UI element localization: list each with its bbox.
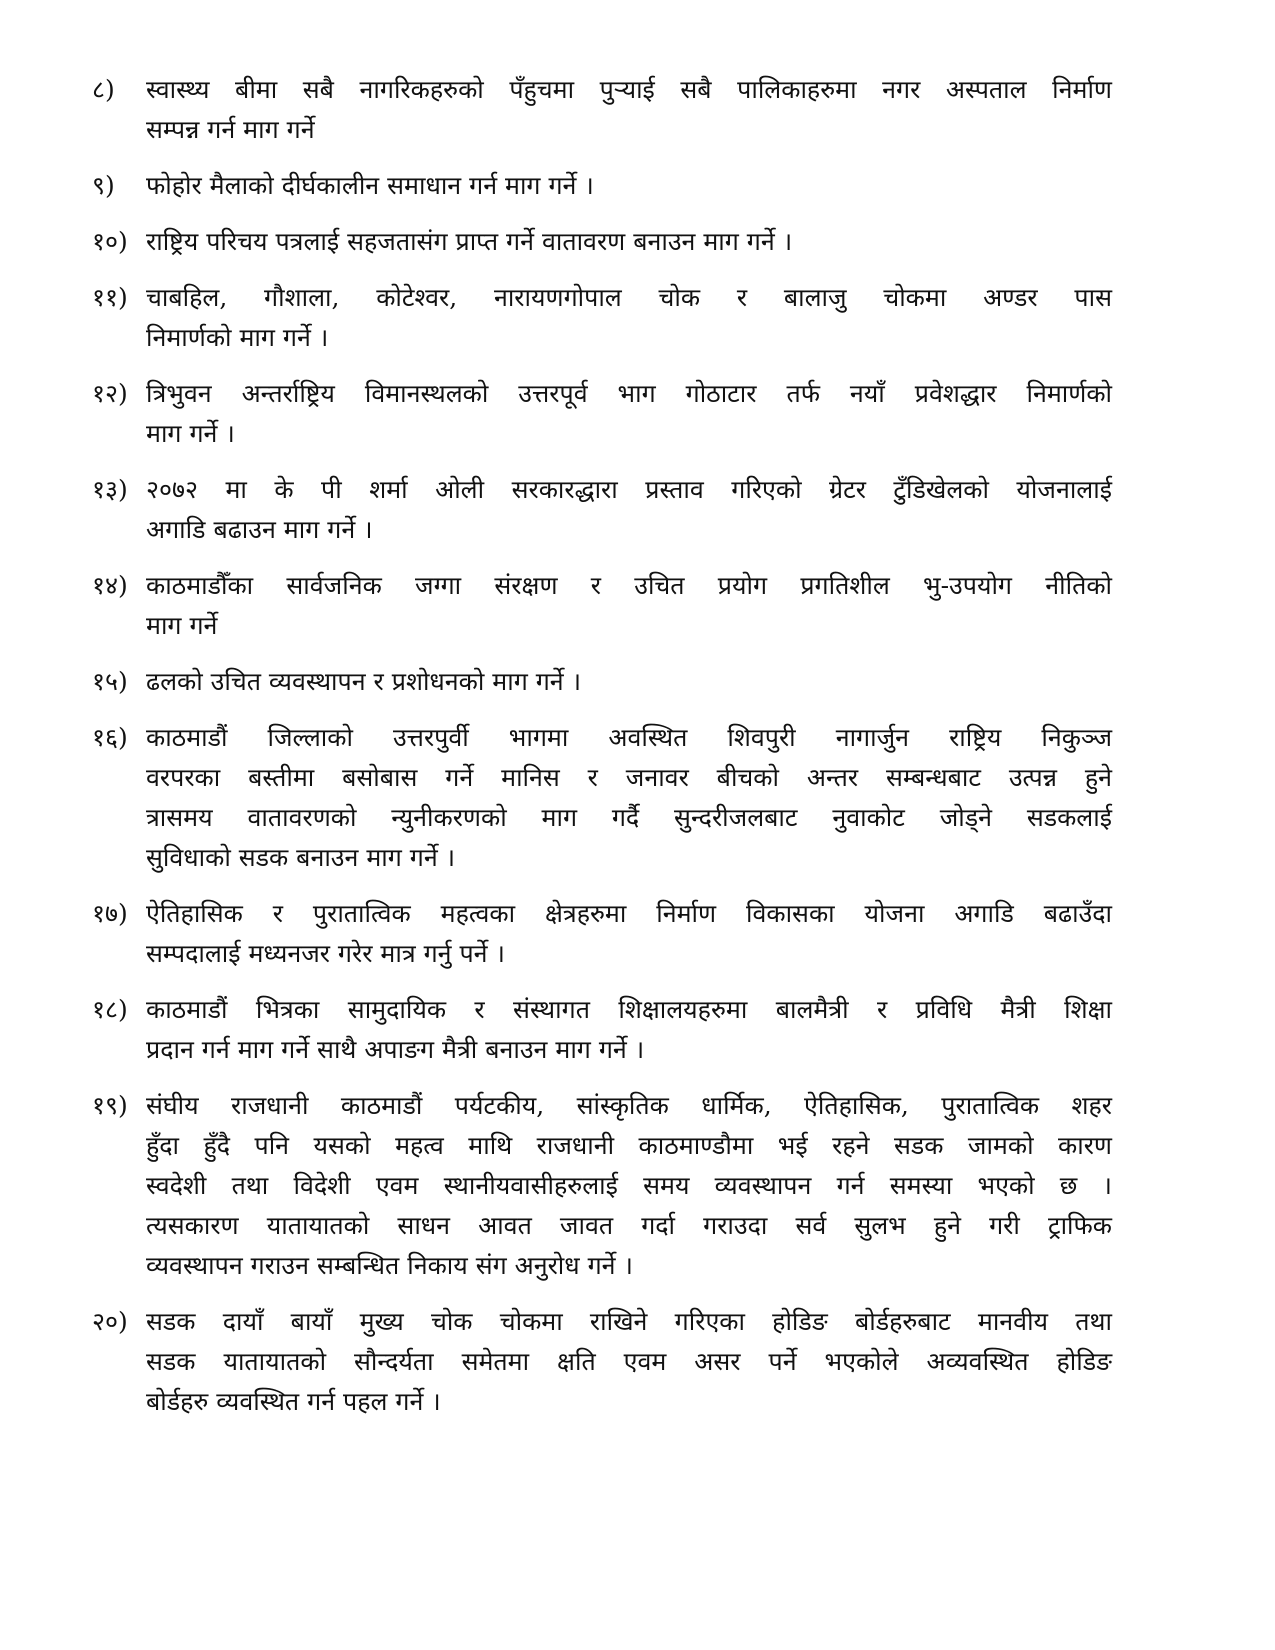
document-page — [92, 70, 1112, 1438]
text-line: २०७२ मा के पी शर्मा ओली सरकारद्धारा प्रस्ताव गरिएको ग्रेटर टुँडिखेलको योजनालाई — [146, 475, 1112, 504]
list-item — [92, 278, 1112, 358]
text-line: सम्पदालाई मध्यनजर गरेर मात्र गर्नु पर्ने । — [146, 939, 505, 968]
list-item — [92, 718, 1112, 878]
item-text — [146, 278, 1112, 358]
item-number: १८) — [92, 995, 128, 1024]
item-number: २०) — [92, 1307, 128, 1336]
text-line: काठमाडौं भित्रका सामुदायिक र संस्थागत शिक्षालयहरुमा बालमैत्री र प्रविधि मैत्री शिक्षा — [146, 995, 1112, 1024]
text-line: निमार्णको माग गर्ने । — [146, 323, 329, 352]
item-number: १७) — [92, 899, 128, 928]
text-line: फोहोर मैलाको दीर्घकालीन समाधान गर्न माग गर्ने । — [146, 171, 594, 200]
list-item — [92, 662, 1112, 702]
text-line: चाबहिल, गौशाला, कोटेश्वर, नारायणगोपाल चोक र बालाजु चोकमा अण्डर पास — [146, 283, 1112, 312]
item-text — [146, 70, 1112, 150]
text-line: माग गर्ने — [146, 611, 218, 640]
item-number: ९) — [92, 171, 115, 200]
text-line: स्वास्थ्य बीमा सबै नागरिकहरुको पँहुचमा पुऱ्याई सबै पालिकाहरुमा नगर अस्पताल निर्माण — [146, 75, 1112, 104]
item-number: १३) — [92, 475, 128, 504]
list-item — [92, 374, 1112, 454]
item-text — [146, 1302, 1112, 1422]
text-line: सडक यातायातको सौन्दर्यता समेतमा क्षति एवम असर पर्ने भएकोले अव्यवस्थित होडिङ — [146, 1347, 1112, 1376]
list-item — [92, 70, 1112, 150]
item-text — [146, 222, 1112, 262]
item-number: ८) — [92, 75, 115, 104]
item-text — [146, 470, 1112, 550]
text-line: ऐतिहासिक र पुरातात्विक महत्वका क्षेत्रहरुमा निर्माण विकासका योजना अगाडि बढाउँदा — [146, 899, 1112, 928]
list-item — [92, 1086, 1112, 1286]
item-text — [146, 718, 1112, 878]
item-number: १९) — [92, 1091, 128, 1120]
text-line: त्यसकारण यातायातको साधन आवत जावत गर्दा गराउदा सर्व सुलभ हुने गरी ट्राफिक — [146, 1211, 1112, 1240]
text-line: प्रदान गर्न माग गर्ने साथै अपाङग मैत्री बनाउन माग गर्ने । — [146, 1035, 645, 1064]
list-item — [92, 470, 1112, 550]
text-line: ढलको उचित व्यवस्थापन र प्रशोधनको माग गर्ने । — [146, 667, 582, 696]
item-text — [146, 894, 1112, 974]
text-line: अगाडि बढाउन माग गर्ने । — [146, 515, 373, 544]
item-number: १६) — [92, 723, 128, 752]
item-number: १२) — [92, 379, 128, 408]
text-line: व्यवस्थापन गराउन सम्बन्धित निकाय संग अनुरोध गर्ने । — [146, 1251, 633, 1280]
item-text — [146, 1086, 1112, 1286]
item-text — [146, 166, 1112, 206]
text-line: माग गर्ने । — [146, 419, 235, 448]
text-line: सुविधाको सडक बनाउन माग गर्ने । — [146, 843, 456, 872]
item-number: १४) — [92, 571, 128, 600]
item-text — [146, 374, 1112, 454]
text-line: स्वदेशी तथा विदेशी एवम स्थानीयवासीहरुलाई समय व्यवस्थापन गर्न समस्या भएको छ । — [146, 1171, 1112, 1200]
list-item — [92, 222, 1112, 262]
list-item — [92, 566, 1112, 646]
text-line: त्रासमय वातावरणको न्युनीकरणको माग गर्दै सुन्दरीजलबाट नुवाकोट जोड्ने सडकलाई — [146, 803, 1112, 832]
item-text — [146, 990, 1112, 1070]
list-item — [92, 990, 1112, 1070]
text-line: सम्पन्न गर्न माग गर्ने — [146, 115, 315, 144]
text-line: राष्ट्रिय परिचय पत्रलाई सहजतासंग प्राप्त गर्ने वातावरण बनाउन माग गर्ने । — [146, 227, 793, 256]
text-line: सडक दायाँ बायाँ मुख्य चोक चोकमा राखिने गरिएका होडिङ बोर्डहरुबाट मानवीय तथा — [146, 1307, 1112, 1336]
text-line: काठमाडौँका सार्वजनिक जग्गा संरक्षण र उचित प्रयोग प्रगतिशील भु-उपयोग नीतिको — [146, 571, 1112, 600]
item-number: १५) — [92, 667, 128, 696]
text-line: काठमाडौं जिल्लाको उत्तरपुर्वी भागमा अवस्थित शिवपुरी नागार्जुन राष्ट्रिय निकुञ्ज — [146, 723, 1112, 752]
item-number: १०) — [92, 227, 128, 256]
item-text — [146, 566, 1112, 646]
list-item — [92, 894, 1112, 974]
item-text — [146, 662, 1112, 702]
text-line: बोर्डहरु व्यवस्थित गर्न पहल गर्ने । — [146, 1387, 441, 1416]
list-item — [92, 1302, 1112, 1422]
item-number: ११) — [92, 283, 128, 312]
list-item — [92, 166, 1112, 206]
text-line: संघीय राजधानी काठमाडौं पर्यटकीय, सांस्कृतिक धार्मिक, ऐतिहासिक, पुरातात्विक शहर — [146, 1091, 1112, 1120]
text-line: हुँदा हुँदै पनि यसको महत्व माथि राजधानी काठमाण्डौमा भई रहने सडक जामको कारण — [146, 1131, 1112, 1160]
text-line: त्रिभुवन अन्तर्राष्ट्रिय विमानस्थलको उत्तरपूर्व भाग गोठाटार तर्फ नयाँ प्रवेशद्धार निमार्णको — [146, 379, 1112, 408]
text-line: वरपरका बस्तीमा बसोबास गर्ने मानिस र जनावर बीचको अन्तर सम्बन्धबाट उत्पन्न हुने — [146, 763, 1112, 792]
